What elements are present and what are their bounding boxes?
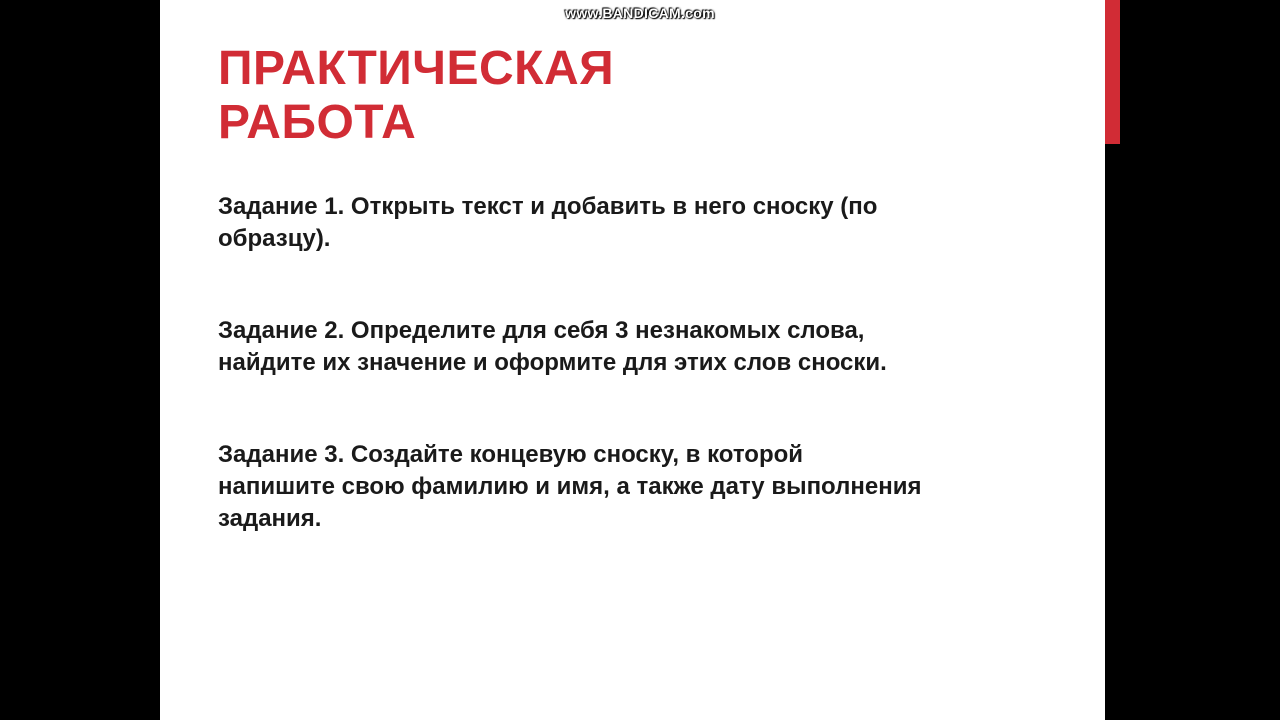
slide-title [218,42,918,150]
task-1-line: Задание 1. Открыть текст и добавить в него сноску (по [218,193,878,220]
task-3-line: напишите свою фамилию и имя, а также дату выполнения [218,473,922,500]
task-3-line: Задание 3. Создайте концевую сноску, в которой [218,441,804,468]
slide-title-line: РАБОТА [218,96,417,149]
task-1-line: образцу). [218,225,331,252]
task-2-line: Задание 2. Определите для себя 3 незнакомых слова, [218,317,865,344]
accent-bar [1105,0,1120,144]
task-3 [218,439,1038,535]
task-2-line: найдите их значение и оформите для этих слов сноски. [218,349,887,376]
task-3-line: задания. [218,505,322,532]
task-2 [218,315,1038,379]
slide-title-line: ПРАКТИЧЕСКАЯ [218,42,615,95]
task-1 [218,191,1038,255]
recorder-watermark: www.BANDICAM.com [565,5,715,21]
